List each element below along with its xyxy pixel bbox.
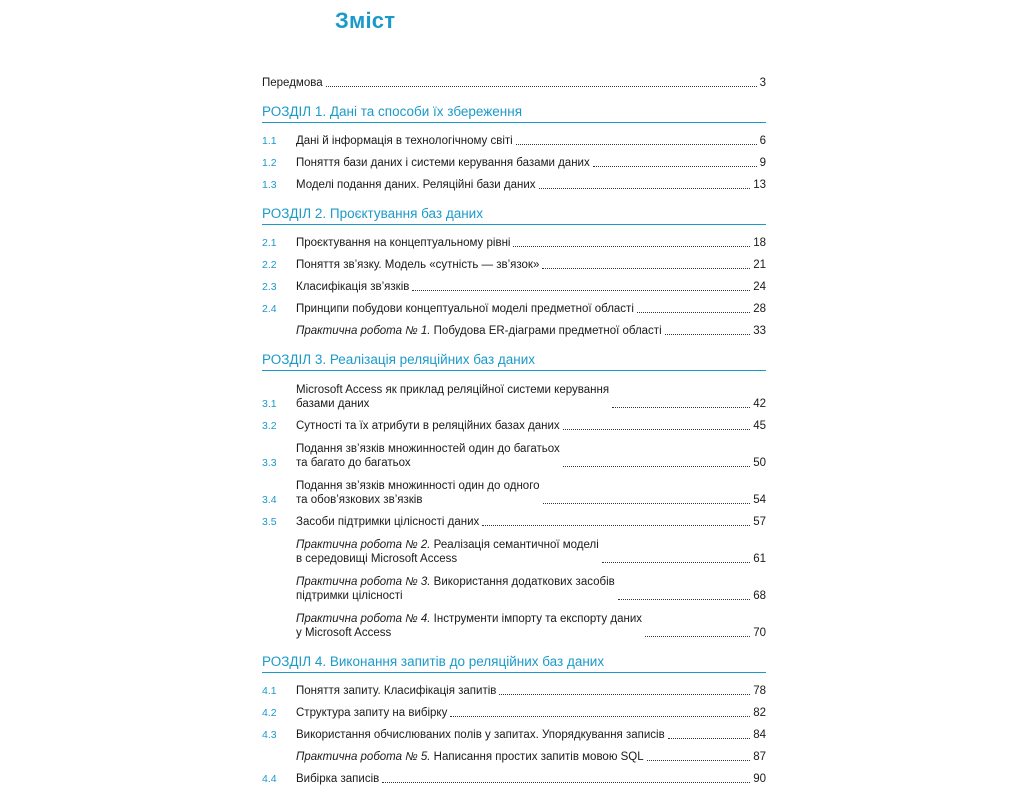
toc-entry-title: Передмова	[262, 77, 323, 89]
page-title: Зміст	[335, 8, 396, 33]
toc-entry-page: 61	[753, 553, 766, 565]
toc-entry	[262, 470, 766, 507]
practical-work-label: Практична робота № 4.	[296, 613, 431, 625]
leader-dots	[668, 738, 750, 739]
leader-dots	[412, 290, 750, 291]
toc-entry-title	[296, 258, 539, 272]
toc-entry-number: 3.1	[262, 398, 277, 410]
toc-entry-line: Засоби підтримки цілісності даних	[296, 516, 480, 528]
toc-entry-page: 18	[753, 237, 766, 249]
leader-dots	[637, 312, 750, 313]
toc-entry-number: 3.2	[262, 420, 277, 432]
toc-entry-page: 24	[753, 281, 766, 293]
toc-entry-page: 54	[753, 494, 766, 506]
toc-entry	[262, 698, 766, 720]
toc-entry-line: Поняття запиту. Класифікація запитів	[296, 685, 497, 697]
section-heading: РОЗДІЛ 1. Дані та способи їх збереження	[262, 102, 766, 123]
toc-entry	[262, 148, 766, 170]
toc-entry	[262, 507, 766, 529]
toc-entry-page: 68	[753, 590, 766, 602]
toc-entry-line: базами даних	[296, 398, 370, 410]
toc-entry-title	[296, 134, 513, 148]
toc-entry	[262, 126, 766, 148]
toc-entry-page: 6	[759, 135, 766, 147]
leader-dots	[543, 503, 751, 504]
toc-entry	[262, 316, 766, 338]
toc-entry-number: 4.1	[262, 685, 277, 697]
leader-dots	[563, 466, 750, 467]
toc-entry-line: Сутності та їх атрибути в реляційних базах даних	[296, 420, 560, 432]
toc-entry	[262, 294, 766, 316]
toc-entry	[262, 374, 766, 411]
toc-entry	[262, 720, 766, 742]
leader-dots	[612, 407, 750, 408]
leader-dots	[499, 694, 750, 695]
leader-dots	[516, 144, 757, 145]
toc-entry-title	[296, 302, 634, 316]
toc-entry-title	[296, 515, 479, 529]
toc-entry-page: 45	[753, 420, 766, 432]
toc-entry-page: 3	[759, 77, 766, 89]
toc-entry-title	[296, 612, 642, 640]
toc-entry-number: 1.2	[262, 157, 277, 169]
toc-entry-line: та багато до багатьох	[296, 457, 411, 469]
leader-dots	[539, 188, 751, 189]
toc-entry	[262, 433, 766, 470]
toc-entry-number: 3.3	[262, 457, 277, 469]
toc-entry-line: підтримки цілісності	[296, 590, 403, 602]
toc-entry-line: та обов’язкових зв’язків	[296, 494, 423, 506]
leader-dots	[450, 716, 750, 717]
toc-entry-title	[296, 750, 644, 764]
leader-dots	[665, 334, 751, 335]
toc-entry-page: 70	[753, 627, 766, 639]
toc-entry-page: 21	[753, 259, 766, 271]
section-heading: РОЗДІЛ 3. Реалізація реляційних баз даних	[262, 350, 766, 371]
toc-entry-line: у Microsoft Access	[296, 627, 392, 639]
toc-entry-line: Реалізація семантичної моделі	[430, 539, 599, 551]
toc-entry-line: Подання зв’язків множинності один до одного	[296, 480, 540, 492]
toc-entry-line: Вибірка записів	[296, 773, 380, 785]
leader-dots	[618, 599, 750, 600]
toc-entry-line: Поняття бази даних і системи керування базами даних	[296, 157, 590, 169]
toc-entry-page: 50	[753, 457, 766, 469]
toc-entry-line: Класифікація зв’язків	[296, 281, 410, 293]
toc-entry-line: Дані й інформація в технологічному світі	[296, 135, 513, 147]
toc-entry-page: 33	[753, 325, 766, 337]
toc-entry-line: Подання зв’язків множинностей один до багатьох	[296, 443, 560, 455]
practical-work-label: Практична робота № 5.	[296, 751, 431, 763]
toc-entry-title	[296, 236, 510, 250]
leader-dots	[593, 166, 757, 167]
practical-work-label: Практична робота № 2.	[296, 539, 431, 551]
toc-entry	[262, 676, 766, 698]
toc-entry-page: 87	[753, 751, 766, 763]
leader-dots	[645, 636, 750, 637]
toc-entry-number: 3.4	[262, 494, 277, 506]
toc-entry-page: 9	[759, 157, 766, 169]
practical-work-label: Практична робота № 3.	[296, 576, 431, 588]
toc-entry-number: 4.3	[262, 729, 277, 741]
toc-entry-line: Принципи побудови концептуальної моделі предметної області	[296, 303, 634, 315]
toc-entry	[262, 529, 766, 566]
toc-entry-line: в середовищі Microsoft Access	[296, 553, 458, 565]
toc-entry-line: Побудова ER-діаграми предметної області	[430, 325, 662, 337]
toc-entry-page: 84	[753, 729, 766, 741]
toc-entry-page: 78	[753, 685, 766, 697]
leader-dots	[326, 86, 757, 87]
toc-entry-line: Інструменти імпорту та експорту даних	[430, 613, 642, 625]
toc-entry-title	[296, 479, 540, 507]
toc-entry-title	[296, 419, 560, 433]
toc-entry-title	[296, 728, 665, 742]
toc-entry-title	[296, 383, 609, 411]
section-heading: РОЗДІЛ 4. Виконання запитів до реляційних баз даних	[262, 652, 766, 673]
toc-entry-page: 42	[753, 398, 766, 410]
toc-entry-line: Поняття зв’язку. Модель «сутність — зв’язок»	[296, 259, 540, 271]
leader-dots	[542, 268, 750, 269]
toc-entry-line: Моделі подання даних. Реляційні бази даних	[296, 179, 536, 191]
toc-entry-title	[296, 280, 409, 294]
practical-work-label: Практична робота № 1.	[296, 325, 431, 337]
toc-entry-title	[296, 178, 536, 192]
leader-dots	[563, 429, 751, 430]
toc-entry	[262, 250, 766, 272]
toc-entry-page: 82	[753, 707, 766, 719]
leader-dots	[482, 525, 750, 526]
toc-entry	[262, 228, 766, 250]
toc-entry-number: 2.2	[262, 259, 277, 271]
toc-entry	[262, 603, 766, 640]
toc-entry	[262, 764, 766, 786]
toc-entry-title	[296, 324, 662, 338]
toc-entry-number: 2.3	[262, 281, 277, 293]
leader-dots	[513, 246, 750, 247]
toc-entry	[262, 272, 766, 294]
table-of-contents	[262, 68, 766, 786]
toc-entry-line: Проєктування на концептуальному рівні	[296, 237, 511, 249]
toc-entry	[262, 742, 766, 764]
toc-entry-line: Структура запиту на вибірку	[296, 707, 448, 719]
toc-entry-title	[296, 156, 590, 170]
toc-entry-number: 4.2	[262, 707, 277, 719]
toc-entry-page: 57	[753, 516, 766, 528]
toc-entry-line: Використання обчислюваних полів у запитах. Упорядкування записів	[296, 729, 665, 741]
toc-entry	[262, 411, 766, 433]
leader-dots	[647, 760, 751, 761]
toc-entry-number: 2.4	[262, 303, 277, 315]
toc-entry-number: 1.1	[262, 135, 277, 147]
toc-entry-page: 13	[753, 179, 766, 191]
toc-entry-title	[296, 442, 560, 470]
toc-entry-page: 28	[753, 303, 766, 315]
toc-entry-line: Microsoft Access як приклад реляційної системи керування	[296, 384, 610, 396]
toc-entry-preface	[262, 68, 766, 90]
toc-entry-number: 3.5	[262, 516, 277, 528]
toc-entry	[262, 170, 766, 192]
toc-entry-page: 90	[753, 773, 766, 785]
toc-entry-number: 2.1	[262, 237, 277, 249]
toc-entry-number: 1.3	[262, 179, 277, 191]
toc-entry-title	[296, 575, 615, 603]
toc-entry	[262, 566, 766, 603]
leader-dots	[382, 782, 750, 783]
toc-entry-title	[296, 538, 599, 566]
toc-entry-title	[296, 706, 447, 720]
leader-dots	[602, 562, 750, 563]
toc-entry-number: 4.4	[262, 773, 277, 785]
section-heading: РОЗДІЛ 2. Проєктування баз даних	[262, 204, 766, 225]
toc-entry-line: Використання додаткових засобів	[430, 576, 615, 588]
toc-entry-title	[296, 772, 379, 786]
toc-entry-title	[296, 684, 496, 698]
toc-entry-line: Написання простих запитів мовою SQL	[430, 751, 644, 763]
